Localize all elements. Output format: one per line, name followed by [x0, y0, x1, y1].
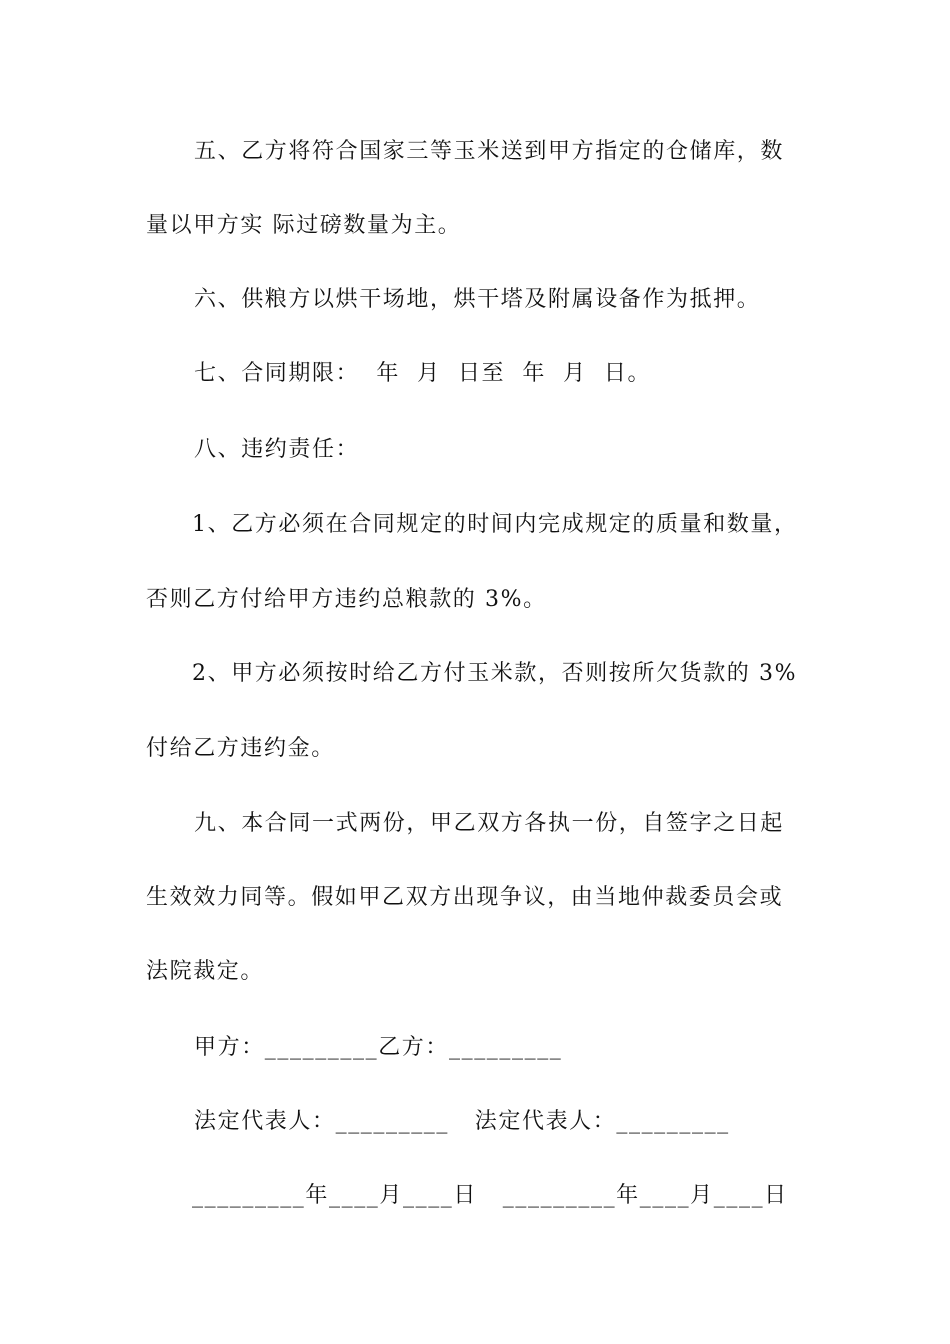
clause-5-line-2: 量以甲方实 际过磅数量为主。: [146, 213, 462, 238]
clause-5-line-1: 五、乙方将符合国家三等玉米送到甲方指定的仓储库，数: [194, 139, 785, 164]
signature-parties: 甲方：_________乙方：_________: [194, 1035, 563, 1060]
clause-8-heading: 八、违约责任：: [194, 437, 360, 462]
clause-9-line-2: 生效效力同等。假如甲乙双方出现争议，由当地仲裁委员会或: [146, 885, 784, 910]
clause-8-item-2-line-1: 2、甲方必须按时给乙方付玉米款，否则按所欠货款的 3%: [192, 661, 798, 686]
signature-legal-representatives: 法定代表人：_________ 法定代表人：_________: [194, 1109, 730, 1134]
clause-6: 六、供粮方以烘干场地，烘干塔及附属设备作为抵押。: [194, 287, 761, 312]
clause-8-item-1-line-2: 否则乙方付给甲方违约总粮款的 3%。: [146, 587, 547, 612]
clause-7-contract-term: 七、合同期限： 年 月 日至 年 月 日。: [194, 361, 652, 386]
clause-8-item-1-line-1: 1、乙方必须在合同规定的时间内完成规定的质量和数量，: [192, 512, 798, 537]
clause-9-line-1: 九、本合同一式两份，甲乙双方各执一份，自签字之日起: [194, 811, 785, 836]
clause-8-item-2-line-2: 付给乙方违约金。: [146, 736, 335, 761]
clause-9-line-3: 法院裁定。: [146, 959, 265, 984]
signature-dates: _________年____月____日 _________年____月____日: [192, 1183, 788, 1208]
